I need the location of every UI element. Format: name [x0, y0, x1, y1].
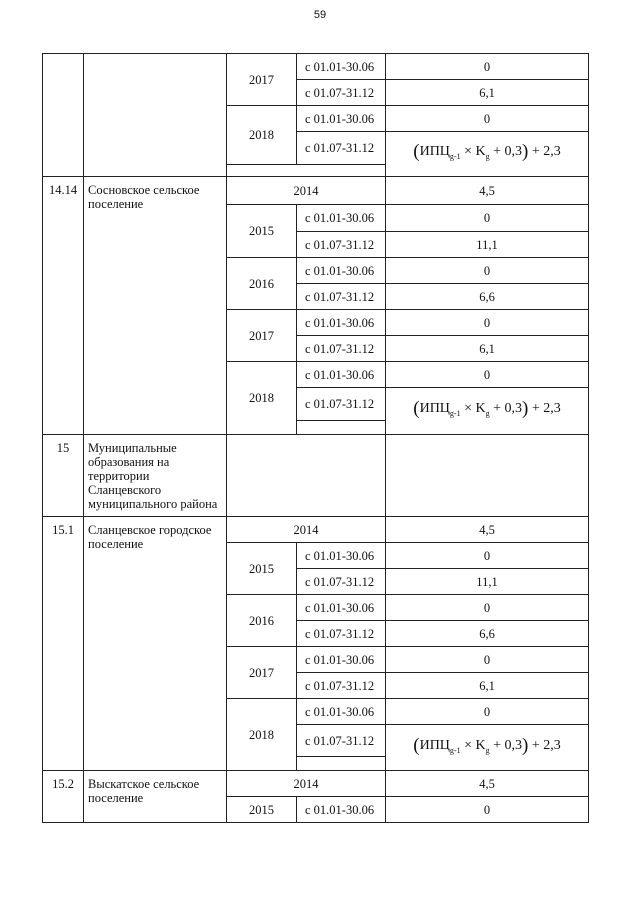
period-cell: с 01.01-30.06 — [297, 543, 386, 569]
period-cell: с 01.07-31.12 — [297, 232, 386, 258]
year-cell: 2017 — [227, 54, 297, 106]
table-row — [43, 517, 589, 543]
formula-cell — [386, 132, 589, 177]
year-cell: 2015 — [227, 205, 297, 258]
row-number-cell: 15.2 — [43, 771, 84, 823]
settlement-name-cell: Сланцевское городское поселение — [84, 517, 227, 771]
period-cell: с 01.07-31.12 — [297, 132, 386, 165]
value-cell: 6,1 — [386, 80, 589, 106]
period-cell: с 01.07-31.12 — [297, 80, 386, 106]
period-cell: с 01.07-31.12 — [297, 569, 386, 595]
empty-cell — [227, 435, 386, 517]
empty-cell — [386, 435, 589, 517]
period-cell: с 01.01-30.06 — [297, 699, 386, 725]
settlement-name-cell: Сосновское сельское поселение — [84, 177, 227, 435]
period-cell: с 01.07-31.12 — [297, 725, 386, 757]
period-cell: с 01.01-30.06 — [297, 362, 386, 388]
value-cell: 0 — [386, 205, 589, 232]
year-cell: 2018 — [227, 106, 297, 165]
table-row — [43, 435, 589, 517]
value-cell: 6,1 — [386, 673, 589, 699]
year-cell: 2018 — [227, 362, 297, 435]
period-cell: с 01.07-31.12 — [297, 388, 386, 421]
year-cell: 2015 — [227, 543, 297, 595]
value-cell: 6,6 — [386, 284, 589, 310]
value-cell: 11,1 — [386, 232, 589, 258]
value-cell: 0 — [386, 106, 589, 132]
year-cell: 2016 — [227, 595, 297, 647]
value-cell: 4,5 — [386, 771, 589, 797]
table-row — [43, 177, 589, 205]
value-cell: 0 — [386, 647, 589, 673]
year-cell: 2017 — [227, 310, 297, 362]
value-cell: 0 — [386, 797, 589, 823]
formula: $(ИПЦ_{g-1} \times K_g + 0,3) + 2,3$ — [413, 734, 561, 756]
period-cell: с 01.07-31.12 — [297, 336, 386, 362]
period-cell: с 01.07-31.12 — [297, 673, 386, 699]
period-cell: с 01.01-30.06 — [297, 595, 386, 621]
empty-cell — [227, 165, 386, 177]
period-cell: с 01.01-30.06 — [297, 647, 386, 673]
period-cell: с 01.01-30.06 — [297, 797, 386, 823]
row-number-cell — [43, 54, 84, 177]
row-number-cell: 15.1 — [43, 517, 84, 771]
settlement-name-cell: Муниципальные образования на территории Сланцевского муниципального района — [84, 435, 227, 517]
year-cell: 2018 — [227, 699, 297, 771]
formula: $(ИПЦ_{g-1} \times K_g + 0,3) + 2,3$ — [413, 398, 561, 419]
table-row — [43, 54, 589, 80]
period-cell: с 01.07-31.12 — [297, 284, 386, 310]
formula-cell — [386, 725, 589, 771]
empty-cell — [297, 421, 386, 435]
value-cell: 11,1 — [386, 569, 589, 595]
period-cell: с 01.01-30.06 — [297, 205, 386, 232]
value-cell: 6,6 — [386, 621, 589, 647]
period-cell: с 01.01-30.06 — [297, 106, 386, 132]
value-cell: 0 — [386, 362, 589, 388]
period-cell: с 01.07-31.12 — [297, 621, 386, 647]
period-cell: с 01.01-30.06 — [297, 310, 386, 336]
value-cell: 6,1 — [386, 336, 589, 362]
period-cell: с 01.01-30.06 — [297, 258, 386, 284]
year-cell: 2017 — [227, 647, 297, 699]
row-number-cell: 15 — [43, 435, 84, 517]
tariff-table — [42, 53, 589, 823]
formula: $(ИПЦ_{g-1} \times K_g + 0,3) + 2,3$ — [413, 141, 561, 162]
year-cell: 2016 — [227, 258, 297, 310]
page-number: 59 — [313, 9, 327, 21]
period-cell: с 01.01-30.06 — [297, 54, 386, 80]
year-cell: 2014 — [227, 517, 386, 543]
row-number-cell: 14.14 — [43, 177, 84, 435]
value-cell: 0 — [386, 258, 589, 284]
year-cell: 2014 — [227, 771, 386, 797]
value-cell: 0 — [386, 543, 589, 569]
formula-cell — [386, 388, 589, 435]
settlement-name-cell: Выскатское сельское поселение — [84, 771, 227, 823]
value-cell: 0 — [386, 310, 589, 336]
value-cell: 0 — [386, 54, 589, 80]
year-cell: 2014 — [227, 177, 386, 205]
value-cell: 4,5 — [386, 177, 589, 205]
year-cell: 2015 — [227, 797, 297, 823]
empty-cell — [297, 757, 386, 771]
settlement-name-cell — [84, 54, 227, 177]
value-cell: 0 — [386, 595, 589, 621]
value-cell: 4,5 — [386, 517, 589, 543]
table-row — [43, 771, 589, 797]
value-cell: 0 — [386, 699, 589, 725]
